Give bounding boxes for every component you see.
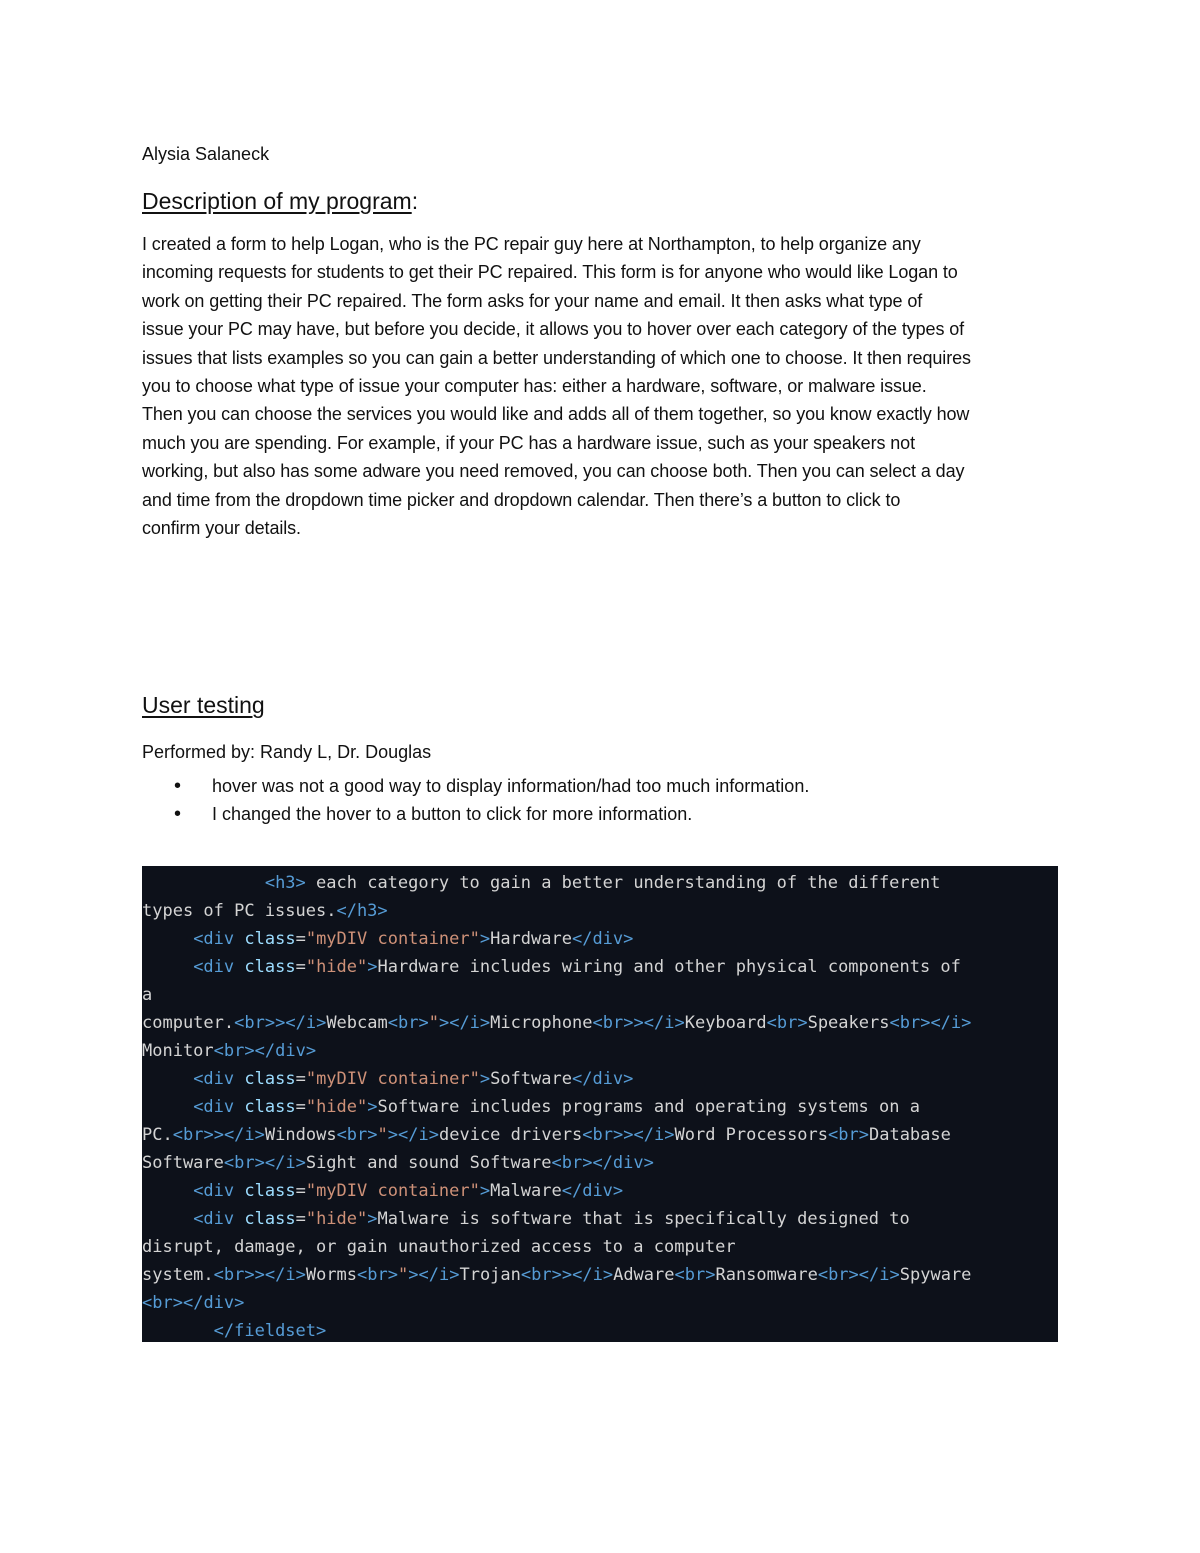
- paragraph-line: I created a form to help Logan, who is the PC repair guy here at Northampton, to help organize any: [142, 234, 921, 254]
- code-line: Monitor<br></div>: [142, 1041, 317, 1061]
- author-name: Alysia Salaneck: [142, 144, 270, 164]
- paragraph-line: and time from the dropdown time picker and dropdown calendar. Then there’s a button to click to: [142, 489, 901, 510]
- code-line: disrupt, damage, or gain unauthorized access to a computer: [142, 1237, 736, 1257]
- code-line: <div class="myDIV container">Hardware</div>: [193, 929, 634, 949]
- list-item: • hover was not a good way to display information/had too much information.: [212, 772, 1060, 800]
- code-line: <div class="hide">Hardware includes wiring and other physical components of: [193, 957, 961, 977]
- code-line: Software<br></i>Sight and sound Software<br></div>: [142, 1153, 654, 1173]
- code-line: computer.<br>></i>Webcam<br>"></i>Microphone<br>></i>Keyboard<br>Speakers<br></i>: [142, 1013, 972, 1033]
- list-item: • I changed the hover to a button to click for more information.: [212, 800, 1060, 828]
- section-heading-description: [142, 186, 1060, 216]
- code-line: <br></div>: [142, 1293, 245, 1313]
- paragraph-line: confirm your details.: [142, 518, 301, 539]
- user-testing-bullets: [142, 772, 1060, 828]
- code-screenshot: [142, 866, 1058, 1342]
- paragraph-line: issue your PC may have, but before you decide, it allows you to hover over each category of the types of: [142, 319, 965, 340]
- paragraph-line: you to choose what type of issue your computer has: either a hardware, software, or malware issue.: [142, 376, 927, 397]
- performed-by: Performed by: Randy L, Dr. Douglas: [142, 742, 432, 763]
- code-line: <div class="hide">Software includes programs and operating systems on a: [193, 1097, 920, 1117]
- document-page: [142, 140, 1060, 828]
- paragraph-line: work on getting their PC repaired. The form asks for your name and email. It then asks what type of: [142, 290, 923, 311]
- paragraph-line: issues that lists examples so you can gain a better understanding of which one to choose. It then requires: [142, 347, 971, 368]
- section-heading-user-testing: [142, 690, 1060, 720]
- description-paragraph: [142, 230, 1060, 542]
- section-heading-description-text: Description of my program: [142, 188, 412, 214]
- code-line: <h3> each category to gain a better understanding of the different: [264, 873, 941, 893]
- code-line: a: [142, 985, 153, 1005]
- code-line: types of PC issues.</h3>: [142, 901, 388, 921]
- code-line: <div class="myDIV container">Software</div>: [193, 1069, 634, 1089]
- code-line: </fieldset>: [213, 1321, 327, 1341]
- code-line: <div class="myDIV container">Malware</div>: [193, 1181, 624, 1201]
- paragraph-line: incoming requests for students to get their PC repaired. This form is for anyone who would like Logan to: [142, 262, 958, 283]
- paragraph-line: much you are spending. For example, if your PC has a hardware issue, such as your speakers not: [142, 432, 915, 453]
- section-heading-user-testing-text: User testing: [142, 692, 265, 719]
- code-line: PC.<br>></i>Windows<br>"></i>device drivers<br>></i>Word Processors<br>Database: [142, 1125, 951, 1145]
- paragraph-line: Then you can choose the services you would like and adds all of them together, so you know exactly how: [142, 404, 970, 425]
- section-heading-description-suffix: :: [411, 188, 419, 214]
- code-line: system.<br>></i>Worms<br>"></i>Trojan<br>></i>Adware<br>Ransomware<br></i>Spyware: [142, 1265, 972, 1285]
- paragraph-line: working, but also has some adware you need removed, you can choose both. Then you can select a day: [142, 461, 965, 482]
- code-line: <div class="hide">Malware is software that is specifically designed to: [193, 1209, 910, 1229]
